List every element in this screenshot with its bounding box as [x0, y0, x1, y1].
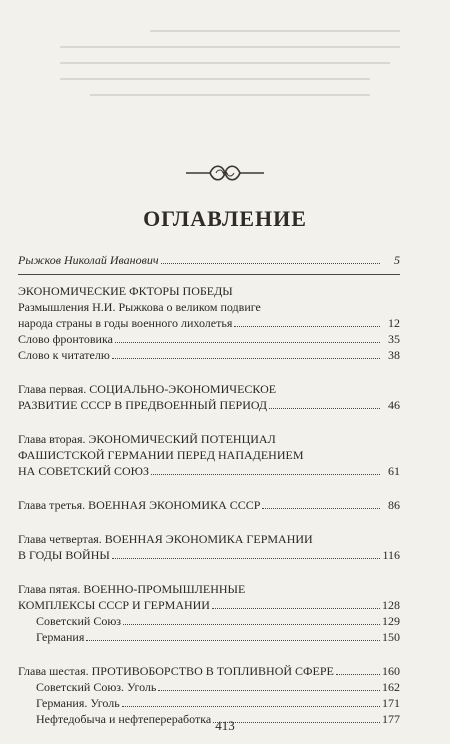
dot-leader: [234, 326, 380, 327]
chapter-4-title: Глава четвертая. ВОЕННАЯ ЭКОНОМИКА ГЕРМАНИИ: [18, 532, 313, 546]
toc-entry-label: В ГОДЫ ВОЙНЫ: [18, 548, 110, 562]
toc-page-number: 35: [388, 332, 400, 346]
toc-section-heading: ЭКОНОМИЧЕСКИЕ ФКТОРЫ ПОБЕДЫ: [18, 284, 233, 298]
toc-page-number: 160: [382, 664, 400, 678]
toc-entry-label: Глава шестая. ПРОТИВОБОРСТВО В ТОПЛИВНОЙ СФЕРЕ: [18, 664, 334, 678]
dot-leader: [112, 358, 380, 359]
toc-entry-label: Советский Союз: [36, 614, 122, 628]
toc-entry-chapter-5-soviet[interactable]: [18, 613, 400, 629]
chapter-5-title: Глава пятая. ВОЕННО-ПРОМЫШЛЕННЫЕ: [18, 582, 246, 596]
dot-leader: [269, 408, 380, 409]
dot-leader: [115, 342, 380, 343]
toc-entry-veteran-word[interactable]: [18, 331, 400, 347]
toc-page-number: 128: [382, 598, 400, 612]
toc-entry-label: Советский Союз. Уголь: [36, 680, 157, 694]
toc-page-number: 162: [382, 680, 400, 694]
toc-entry-label: Слово к читателю: [18, 348, 110, 362]
dot-leader: [158, 690, 380, 691]
toc-entry-chapter-5[interactable]: [18, 597, 400, 613]
toc-section-line: Размышления Н.И. Рыжкова о великом подвиге: [18, 300, 261, 314]
toc-entry-reflections[interactable]: [18, 315, 400, 331]
toc-page-number: 46: [388, 398, 400, 412]
toc-page-number: 86: [388, 498, 400, 512]
toc-page-number: 116: [382, 548, 400, 562]
toc-page-number: 150: [382, 630, 400, 644]
show-through-text: [0, 0, 450, 120]
toc-entry-reader-word[interactable]: [18, 347, 400, 363]
dot-leader: [151, 474, 380, 475]
dot-leader: [161, 263, 380, 264]
divider: [18, 274, 400, 275]
toc-entry-label: народа страны в годы военного лихолетья: [18, 316, 233, 330]
toc-entry-chapter-6[interactable]: [18, 663, 400, 679]
dot-leader: [336, 674, 380, 675]
toc-entry-chapter-6-germany-coal[interactable]: [18, 695, 400, 711]
toc-page-number: 5: [394, 253, 400, 267]
toc-entry-label: Германия: [36, 630, 85, 644]
toc-entry-label: Глава третья. ВОЕННАЯ ЭКОНОМИКА СССР: [18, 498, 261, 512]
toc-entry-chapter-2[interactable]: [18, 463, 400, 479]
table-of-contents: [18, 252, 400, 727]
dot-leader: [262, 508, 380, 509]
toc-entry-label: КОМПЛЕКСЫ СССР И ГЕРМАНИИ: [18, 598, 210, 612]
toc-entry-chapter-6-soviet-coal[interactable]: [18, 679, 400, 695]
page-number: 413: [215, 718, 235, 733]
dot-leader: [122, 706, 380, 707]
toc-entry-label: Слово фронтовика: [18, 332, 113, 346]
toc-entry-label: Германия. Уголь: [36, 696, 120, 710]
dot-leader: [212, 608, 380, 609]
toc-entry-chapter-5-germany[interactable]: [18, 629, 400, 645]
toc-entry-label: Рыжков Николай Иванович: [18, 253, 159, 267]
toc-entry-label: Нефтедобыча и нефтепереработка: [36, 712, 212, 726]
toc-page-number: 177: [382, 712, 400, 726]
toc-entry-author[interactable]: [18, 252, 400, 268]
ornament-icon: [186, 160, 264, 186]
toc-entry-label: РАЗВИТИЕ СССР В ПРЕДВОЕННЫЙ ПЕРИОД: [18, 398, 268, 412]
page-title: ОГЛАВЛЕНИЕ: [143, 206, 307, 231]
chapter-2-title-cont: ФАШИСТСКОЙ ГЕРМАНИИ ПЕРЕД НАПАДЕНИЕМ: [18, 448, 304, 462]
dot-leader: [112, 558, 380, 559]
chapter-2-title: Глава вторая. ЭКОНОМИЧЕСКИЙ ПОТЕНЦИАЛ: [18, 432, 276, 446]
toc-page-number: 38: [388, 348, 400, 362]
toc-page-number: 129: [382, 614, 400, 628]
toc-page-number: 171: [382, 696, 400, 710]
toc-entry-label: НА СОВЕТСКИЙ СОЮЗ: [18, 464, 150, 478]
toc-entry-chapter-4[interactable]: [18, 547, 400, 563]
dot-leader: [123, 624, 380, 625]
dot-leader: [86, 640, 380, 641]
toc-page-number: 12: [388, 316, 400, 330]
toc-page-number: 61: [388, 464, 400, 478]
toc-entry-chapter-1[interactable]: [18, 397, 400, 413]
chapter-1-title: Глава первая. СОЦИАЛЬНО-ЭКОНОМИЧЕСКОЕ: [18, 382, 277, 396]
toc-entry-chapter-3[interactable]: [18, 497, 400, 513]
